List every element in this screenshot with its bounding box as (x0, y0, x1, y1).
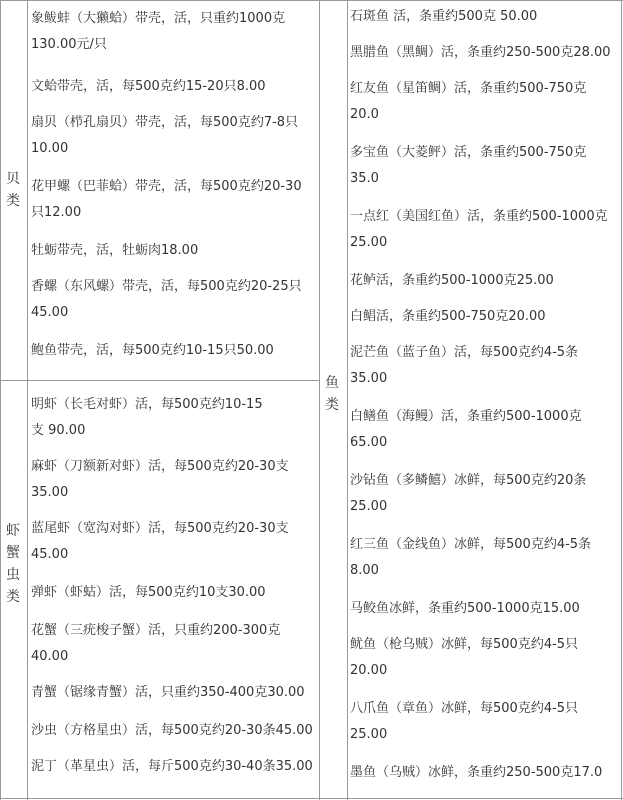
column-divider-right (347, 0, 348, 800)
list-item: 花鲈活，条重约500-1000克25.00 (350, 273, 554, 288)
list-item: 沙钻鱼（多鳞鱚）冰鲜，每500克约20条 25.00 (350, 473, 587, 514)
list-item: 黑腊鱼（黑鲷）活，条重约250-500克28.00 (350, 45, 611, 60)
list-item: 白鲳活，条重约500-750克20.00 (350, 309, 546, 324)
list-item: 香螺（东风螺）带壳，活，每500克约20-25只 45.00 (31, 279, 302, 320)
column-divider-left (27, 0, 28, 800)
list-item: 麻虾（刀额新对虾）活，每500克约20-30支 35.00 (31, 459, 289, 500)
list-item: 花甲螺（巴菲蛤）带壳，活，每500克约20-30 只12.00 (31, 179, 302, 220)
table-border-left (0, 0, 1, 800)
list-item: 鲍鱼带壳，活，每500克约10-15只50.00 (31, 343, 274, 358)
list-item: 石斑鱼 活，条重约500克 50.00 (350, 9, 538, 24)
category-shellfish (3, 168, 23, 212)
category-label: 贝类 (6, 171, 20, 209)
category-shrimp-crab (3, 520, 23, 608)
list-item: 泥芒鱼（蓝子鱼）活，每500克约4-5条 35.00 (350, 345, 579, 386)
list-item: 弹虾（虾蛄）活，每500克约10支30.00 (31, 585, 266, 600)
list-item: 花蟹（三疣梭子蟹）活，只重约200-300克 40.00 (31, 623, 281, 664)
list-item: 红友鱼（星笛鲷）活，条重约500-750克 20.0 (350, 81, 587, 122)
category-label: 鱼类 (325, 375, 339, 413)
table-border-right (621, 0, 622, 800)
list-item: 一点红（美国红鱼）活，条重约500-1000克 25.00 (350, 209, 608, 250)
table-border-top (0, 0, 623, 1)
list-item: 文蛤带壳，活，每500克约15-20只8.00 (31, 79, 266, 94)
list-item: 明虾（长毛对虾）活，每500克约10-15 支 90.00 (31, 397, 263, 438)
list-item: 八爪鱼（章鱼）冰鲜，每500克约4-5只 25.00 (350, 701, 579, 742)
list-item: 泥丁（革星虫）活，每斤500克约30-40条35.00 (31, 759, 313, 774)
category-label: 虾蟹虫类 (6, 523, 20, 605)
list-item: 墨鱼（乌贼）冰鲜，条重约250-500克17.0 (350, 765, 603, 780)
list-item: 马鲛鱼冰鲜，条重约500-1000克15.00 (350, 601, 580, 616)
list-item: 多宝鱼（大菱鲆）活，条重约500-750克 35.0 (350, 145, 587, 186)
table-border-bottom (0, 798, 623, 799)
list-item: 牡蛎带壳，活，牡蛎肉18.00 (31, 243, 199, 258)
list-item: 扇贝（栉孔扇贝）带壳，活，每500克约7-8只 10.00 (31, 115, 299, 156)
list-item: 蓝尾虾（宽沟对虾）活，每500克约20-30支 45.00 (31, 521, 289, 562)
list-item: 红三鱼（金线鱼）冰鲜，每500克约4-5条 8.00 (350, 537, 592, 578)
list-item: 青蟹（锯缘青蟹）活，只重约350-400克30.00 (31, 685, 305, 700)
list-item: 鱿鱼（枪乌贼）冰鲜，每500克约4-5只 20.00 (350, 637, 579, 678)
list-item: 沙虫（方格星虫）活，每500克约20-30条45.00 (31, 723, 313, 738)
list-item: 白鳝鱼（海鳗）活，条重约500-1000克 65.00 (350, 409, 582, 450)
list-item: 象鲅蚌（大獭蛤）带壳，活，只重约1000克 130.00元/只 (31, 11, 286, 52)
row-divider-left (0, 380, 320, 381)
